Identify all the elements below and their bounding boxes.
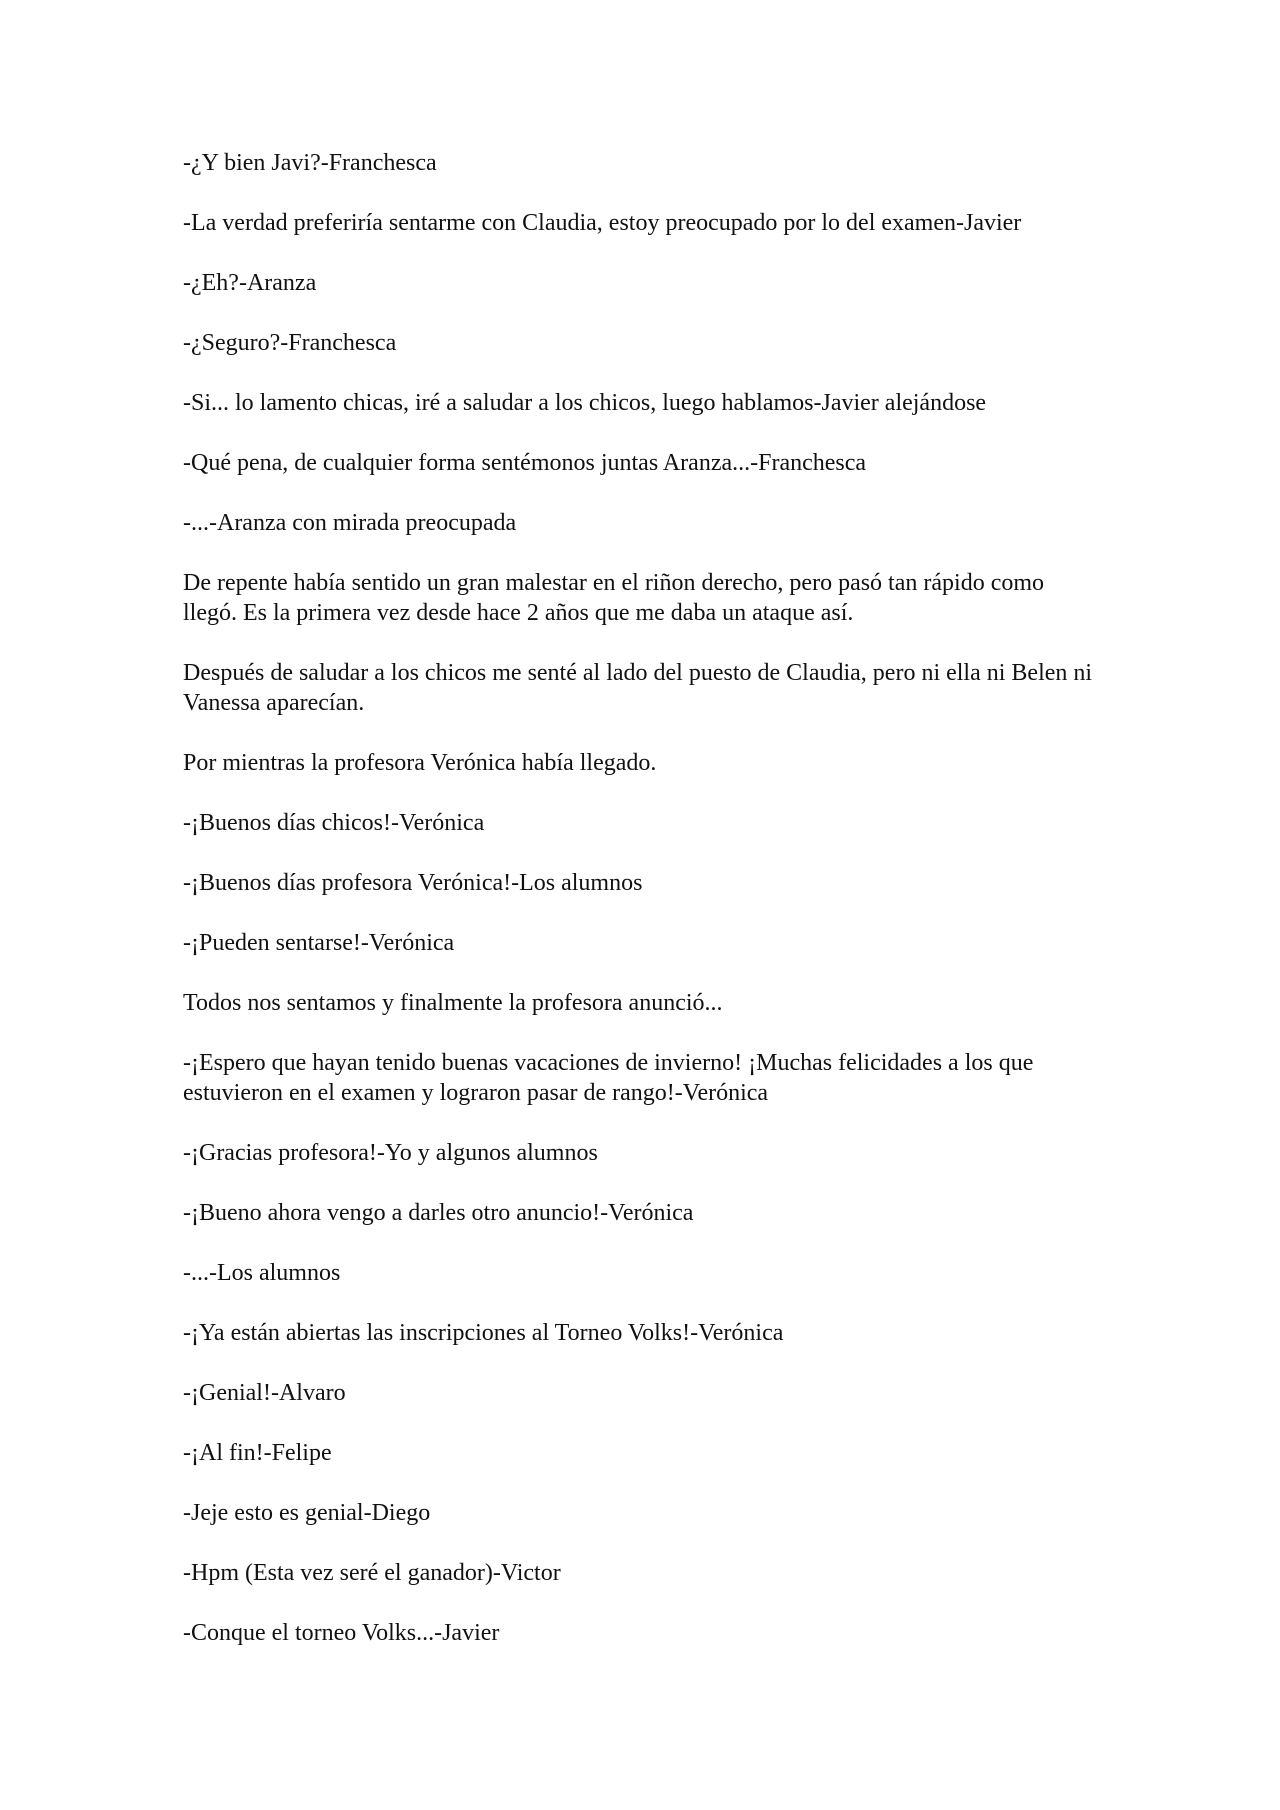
paragraph-5: -Si... lo lamento chicas, iré a saludar a los chicos, luego hablamos-Javier alejándose [183,390,987,416]
paragraph-21: -¡Al fin!-Felipe [183,1440,332,1466]
paragraph-1: -¿Y bien Javi?-Franchesca [183,150,437,176]
paragraph-6: -Qué pena, de cualquier forma sentémonos juntas Aranza...-Franchesca [183,450,867,476]
paragraph-7: -...-Aranza con mirada preocupada [183,510,517,536]
paragraph-18: -...-Los alumnos [183,1260,341,1286]
paragraph-2: -La verdad preferiría sentarme con Claudia, estoy preocupado por lo del examen-Javier [183,210,1022,236]
paragraph-24: -Conque el torneo Volks...-Javier [183,1620,500,1646]
paragraph-11: -¡Buenos días chicos!-Verónica [183,810,485,836]
paragraph-19: -¡Ya están abiertas las inscripciones al Torneo Volks!-Verónica [183,1320,784,1346]
paragraph-14: Todos nos sentamos y finalmente la profesora anunció... [183,990,723,1016]
paragraph-13: -¡Pueden sentarse!-Verónica [183,930,455,956]
paragraph-23: -Hpm (Esta vez seré el ganador)-Victor [183,1560,561,1586]
paragraph-8: De repente había sentido un gran malestar en el riñon derecho, pero pasó tan rápido como llegó. Es la primera vez desde hace 2 años que me daba un ataque así. [183,570,1045,626]
paragraph-3: -¿Eh?-Aranza [183,270,317,296]
paragraph-16: -¡Gracias profesora!-Yo y algunos alumnos [183,1140,598,1166]
paragraph-10: Por mientras la profesora Verónica había llegado. [183,750,657,776]
paragraph-4: -¿Seguro?-Franchesca [183,330,397,356]
paragraph-15: -¡Espero que hayan tenido buenas vacaciones de invierno! ¡Muchas felicidades a los que estuvieron en el examen y lograron pasar de rango!-Verónica [183,1050,1034,1106]
paragraph-17: -¡Bueno ahora vengo a darles otro anuncio!-Verónica [183,1200,694,1226]
paragraph-9: Después de saludar a los chicos me senté al lado del puesto de Claudia, pero ni ella ni Belen ni Vanessa aparecían. [183,660,1093,716]
paragraph-22: -Jeje esto es genial-Diego [183,1500,431,1526]
paragraph-20: -¡Genial!-Alvaro [183,1380,346,1406]
paragraph-12: -¡Buenos días profesora Verónica!-Los alumnos [183,870,643,896]
document-text-body [183,148,1103,1678]
